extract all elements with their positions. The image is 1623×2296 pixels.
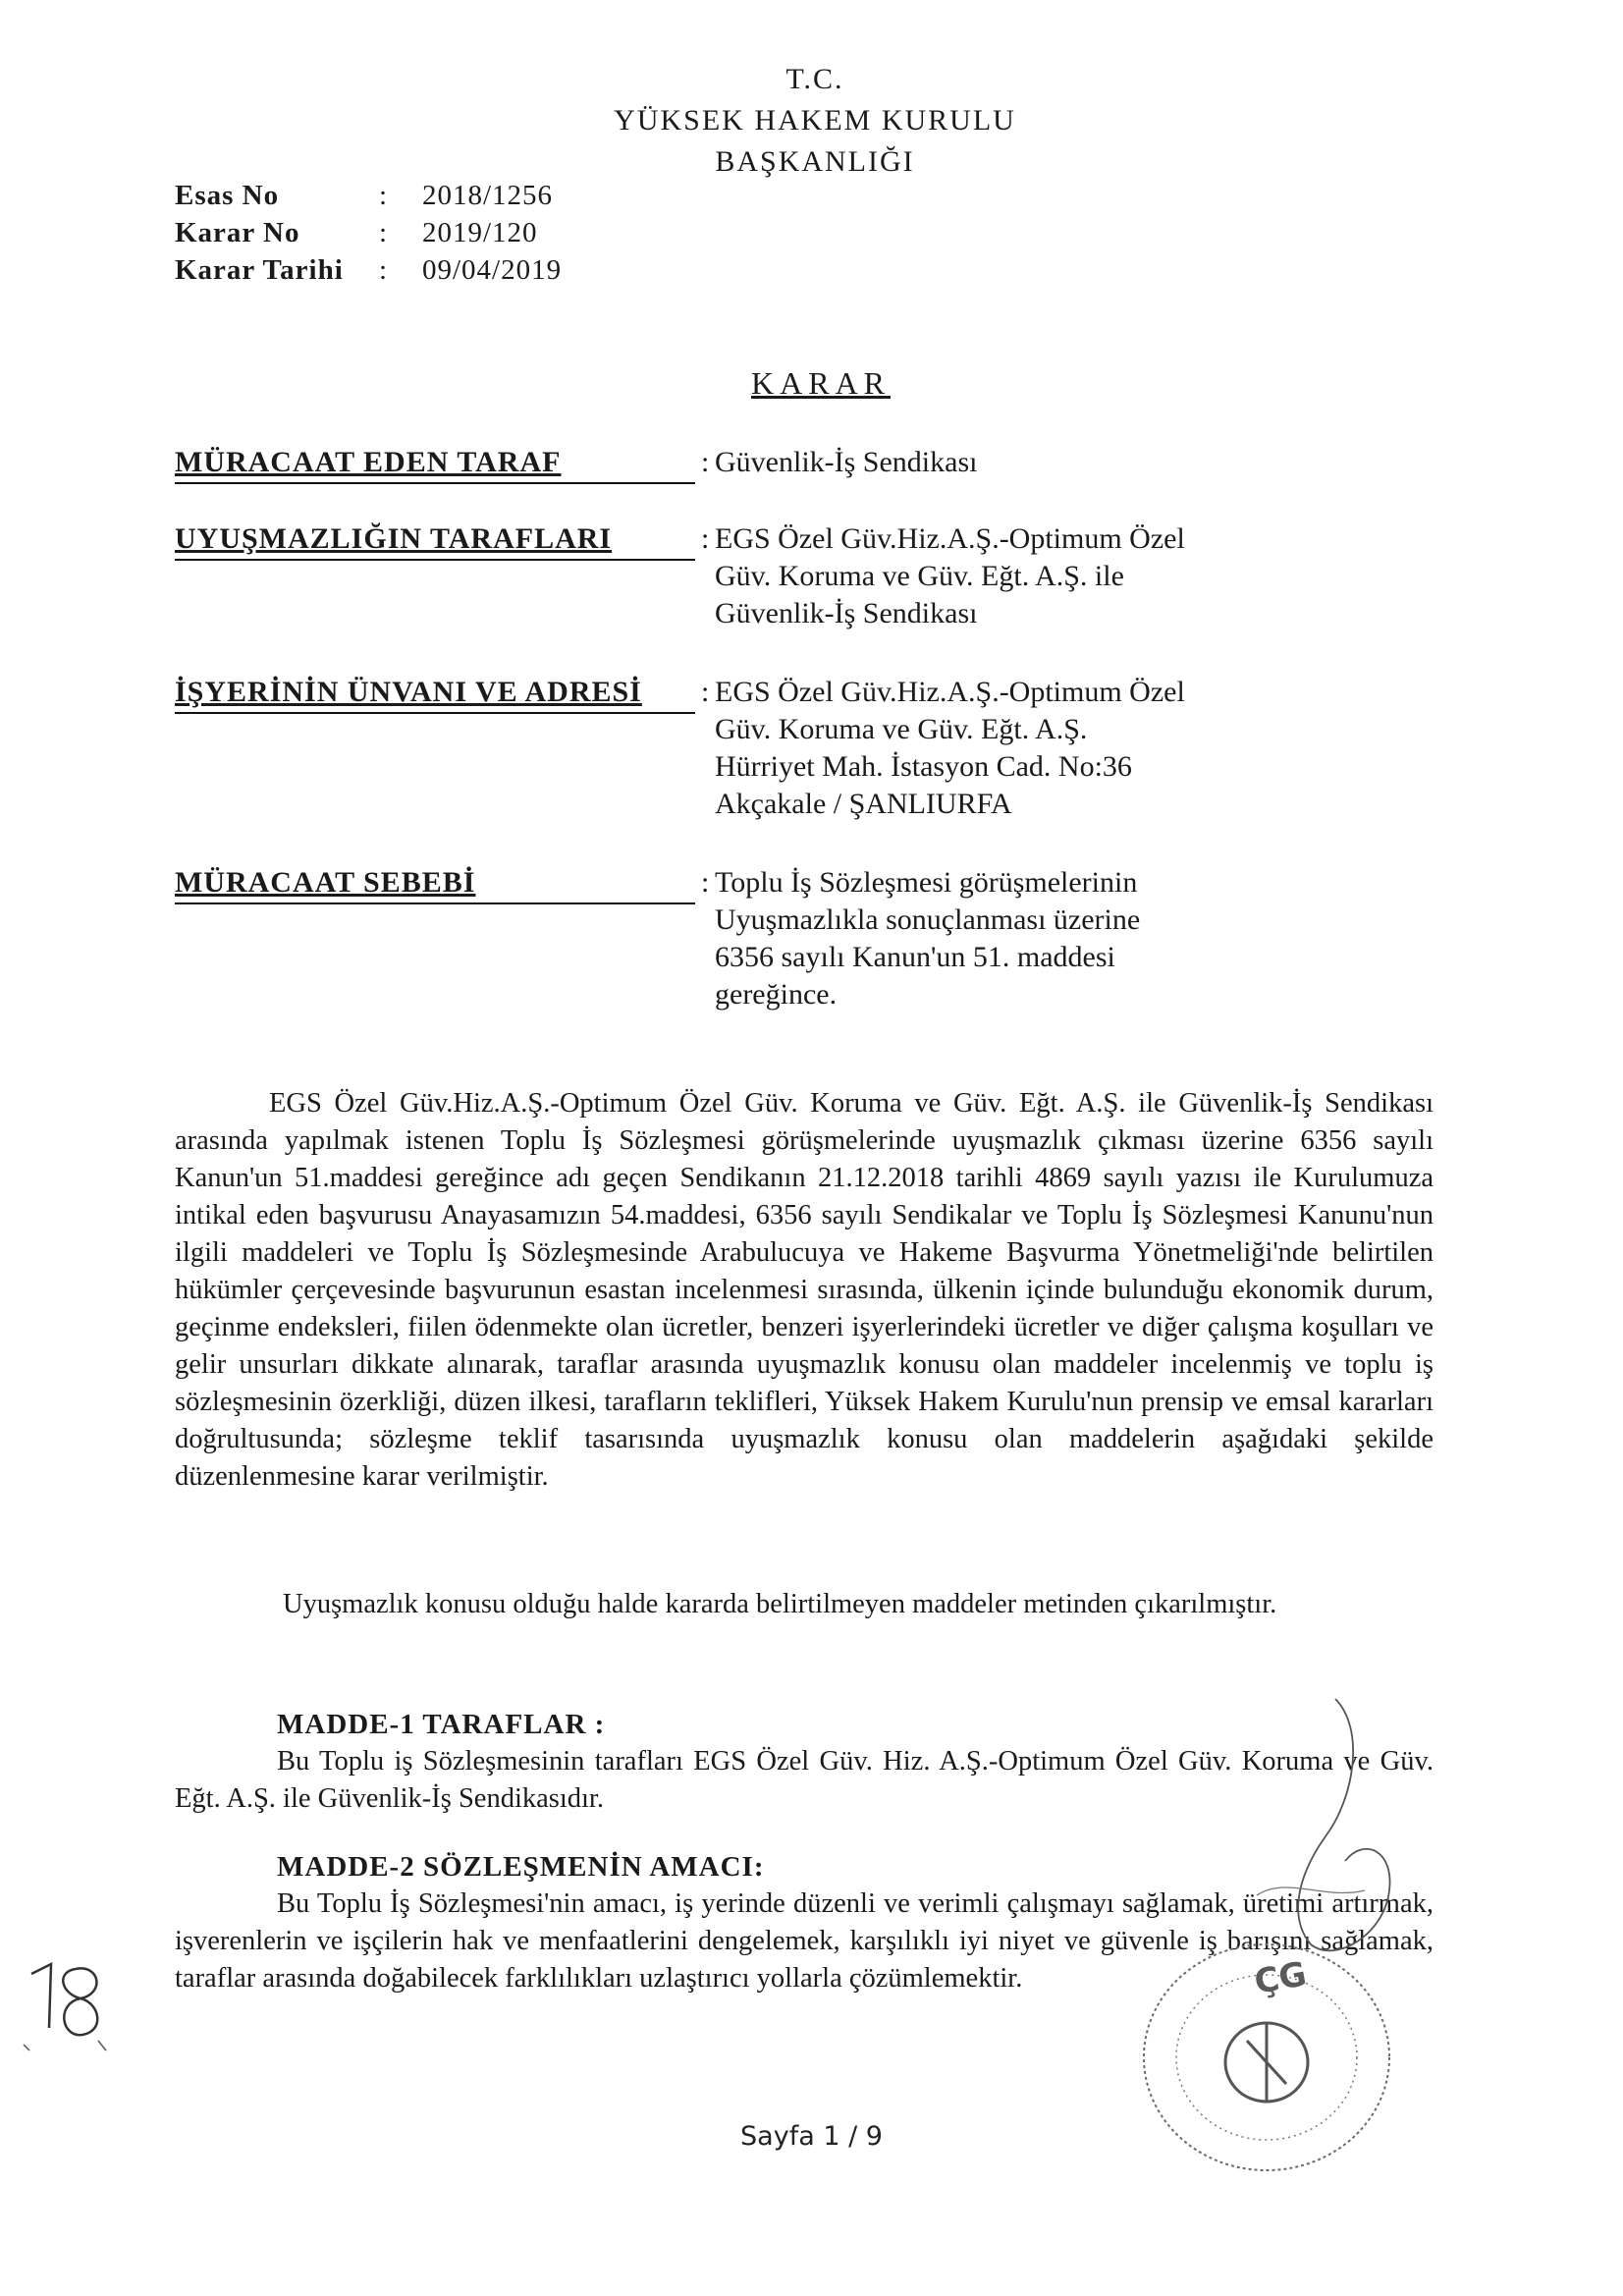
meta-value: 2019/120 xyxy=(422,217,538,248)
section-value: EGS Özel Güv.Hiz.A.Ş.-Optimum Özel Güv. Koruma ve Güv. Eğt. A.Ş. ile Güvenlik-İş Sendikası xyxy=(715,522,1185,629)
meta-key: Karar No xyxy=(175,217,300,248)
svg-text:ÇG: ÇG xyxy=(1251,1954,1310,2002)
section-value: Toplu İş Sözleşmesi görüşmelerinin Uyuşmazlıkla sonuçlanması üzerine 6356 sayılı Kanun'un 51. maddesi gereğince. xyxy=(715,866,1141,1011)
signature-icon xyxy=(1217,1689,1414,1964)
page-number: Sayfa 1 / 9 xyxy=(740,2121,883,2152)
meta-colon: : xyxy=(379,180,388,211)
meta-row-tarih xyxy=(175,251,562,289)
header-presidency: BAŞKANLIĞI xyxy=(715,145,915,178)
article-1-heading: MADDE-1 TARAFLAR : xyxy=(277,1709,606,1740)
meta-value: 09/04/2019 xyxy=(422,254,563,286)
decision-title: KARAR xyxy=(751,365,892,401)
section-label: İŞYERİNİN ÜNVANI VE ADRESİ xyxy=(175,674,695,714)
meta-colon: : xyxy=(379,217,388,248)
meta-colon: : xyxy=(379,254,388,286)
article-1-text: Bu Toplu iş Sözleşmesinin tarafları EGS Özel Güv. Hiz. A.Ş.-Optimum Özel Güv. Koruma ve Güv. Eğt. A.Ş. ile Güvenlik-İş Sendikasıdır. xyxy=(175,1746,1434,1814)
section-value: EGS Özel Güv.Hiz.A.Ş.-Optimum Özel Güv. Koruma ve Güv. Eğt. A.Ş. Hürriyet Mah. İstasyon Cad. No:36 Akçakale / ŞANLIURFA xyxy=(715,676,1185,820)
official-stamp-icon xyxy=(1119,1925,1404,2190)
meta-row-esas xyxy=(175,177,562,214)
header-institution: YÜKSEK HAKEM KURULU xyxy=(614,104,1016,137)
section-label: UYUŞMAZLIĞIN TARAFLARI xyxy=(175,520,695,561)
case-meta xyxy=(175,177,562,289)
section-label: MÜRACAAT SEBEBİ xyxy=(175,864,695,904)
handwritten-mark-icon xyxy=(22,1954,110,2052)
meta-key: Esas No xyxy=(175,180,280,211)
section-value: Güvenlik-İş Sendikası xyxy=(715,446,978,478)
document-page: T.C. YÜKSEK HAKEM KURULU BAŞKANLIĞI Esas No : 2018/1256 Karar No : 2019/120 Karar Tarihi : 09/04/2019 KARAR MÜRACAAT EDEN TARAF : Güvenlik-İş Sendikası UYUŞMAZLIĞIN TARAFLARI : EGS Özel Güv.Hiz.A.Ş.-Optimum Özel Güv. Koruma ve Güv. Eğt. A.Ş. ile Güvenlik-İş Sendikası İŞYERİNİN ÜNVANI VE ADRESİ : EGS Özel Güv.Hiz.A.Ş.-Optimum Özel Güv. Koruma ve Güv. Eğt. A.Ş. Hürriyet Mah. İstasyon Cad. No:36 Akçakale / ŞANLIURFA MÜRACAAT SEBEBİ : Toplu İş Sözleşmesi görüşmelerinin Uyuşmazlıkla sonuçlanması üzerine 6356 sayılı Kanun'un 51. maddesi gereğince. EGS Özel Güv.Hiz.A.Ş.-Optimum Özel Güv. Koruma ve Güv. Eğt. A.Ş. ile Güvenlik-İş Sendikası arasında yapılmak istenen Toplu İş Sözleşmesi görüşmelerinde uyuşmazlık çıkması üzerine 6356 sayılı Kanun'un 51.maddesi gereğince adı geçen Sendikanın 21.12.2018 tarihli 4869 sayılı yazısı ile Kurulumuza intikal eden başvurusu Anayasamızın 54.maddesi, 6356 sayılı Sendikalar ve Toplu İş Sözleşmesi Kanunu'nun ilgili maddeleri ve Toplu İş Sözleşmesinde Arabulucuya ve Hakeme Başvurma Yönetmeliği'nde belirtilen hükümler çerçevesinde başvurunun esastan incelenmesi sırasında, ülkenin içinde bulunduğu ekonomik durum, geçinme endeksleri, fiilen ödenmekte olan ücretler, benzeri işyerlerindeki ücretler ve diğer çalışma koşulları ve gelir unsurları dikkate alınarak, taraflar arasında uyuşmazlık konusu olan maddeler incelenmiş ve toplu iş sözleşmesinin özerkliği, düzen ilkesi, tarafların teklifleri, Yüksek Hakem Kurulu'nun prensip ve emsal kararları doğrultusunda; sözleşme teklif tasarısında uyuşmazlık konusu olan maddelerin aşağıdaki şekilde düzenlenmesine karar verilmiştir. Uyuşmazlık konusu olduğu halde kararda belirtilmeyen maddeler metinden çıkarılmıştır. MADDE-1 TARAFLAR : Bu Toplu iş Sözleşmesinin tarafları EGS Özel Güv. Hiz. A.Ş.-Optimum Özel Güv. Koruma ve Güv. Eğt. A.Ş. ile Güvenlik-İş Sendikasıdır. MADDE-2 SÖZLEŞMENİN AMACI: Bu Toplu İş Sözleşmesi'nin amacı, iş yerinde düzenli ve verimli çalışmayı sağlamak, üretimi artırmak, işverenlerin ve işçilerin hak ve menfaatlerini dengelemek, karşılıklı iyi niyet ve güvenle iş barışını sağlamak, taraflar arasında doğabilecek farklılıkları uzlaştırıcı yollarla çözümlemektir. Sayfa 1 / 9 ÇG xyxy=(0,0,1623,2296)
section-label: MÜRACAAT EDEN TARAF xyxy=(175,444,695,484)
article-2-heading: MADDE-2 SÖZLEŞMENİN AMACI: xyxy=(277,1851,765,1883)
body-paragraph-1: EGS Özel Güv.Hiz.A.Ş.-Optimum Özel Güv. Koruma ve Güv. Eğt. A.Ş. ile Güvenlik-İş Sendikası arasında yapılmak istenen Toplu İş Sözleşmesi görüşmelerinde uyuşmazlık çıkması üzerine 6356 sayılı Kanun'un 51.maddesi gereğince adı geçen Sendikanın 21.12.2018 tarihli 4869 sayılı yazısı ile Kurulumuza intikal eden başvurusu Anayasamızın 54.maddesi, 6356 sayılı Sendikalar ve Toplu İş Sözleşmesi Kanunu'nun ilgili maddeleri ve Toplu İş Sözleşmesinde Arabulucuya ve Hakeme Başvurma Yönetmeliği'nde belirtilen hükümler çerçevesinde başvurunun esastan incelenmesi sırasında, ülkenin içinde bulunduğu ekonomik durum, geçinme endeksleri, fiilen ödenmekte olan ücretler, benzeri işyerlerindeki ücretler ve diğer çalışma koşulları ve gelir unsurları dikkate alınarak, taraflar arasında uyuşmazlık konusu olan maddeler incelenmiş ve toplu iş sözleşmesinin özerkliği, düzen ilkesi, tarafların teklifleri, Yüksek Hakem Kurulu'nun prensip ve emsal kararları doğrultusunda; sözleşme teklif tasarısında uyuşmazlık konusu olan maddelerin aşağıdaki şekilde düzenlenmesine karar verilmiştir. xyxy=(175,1088,1434,1492)
meta-value: 2018/1256 xyxy=(422,180,554,211)
article-2-text: Bu Toplu İş Sözleşmesi'nin amacı, iş yerinde düzenli ve verimli çalışmayı sağlamak, üretimi artırmak, işverenlerin ve işçilerin hak ve menfaatlerini dengelemek, karşılıklı iyi niyet ve güvenle iş barışını sağlamak, taraflar arasında doğabilecek farklılıkları uzlaştırıcı yollarla çözümlemektir. xyxy=(175,1888,1434,1994)
meta-key: Karar Tarihi xyxy=(175,254,344,286)
meta-row-karar xyxy=(175,214,562,251)
header-tc: T.C. xyxy=(785,63,844,95)
body-paragraph-2: Uyuşmazlık konusu olduğu halde kararda belirtilmeyen maddeler metinden çıkarılmıştır. xyxy=(283,1589,1277,1619)
